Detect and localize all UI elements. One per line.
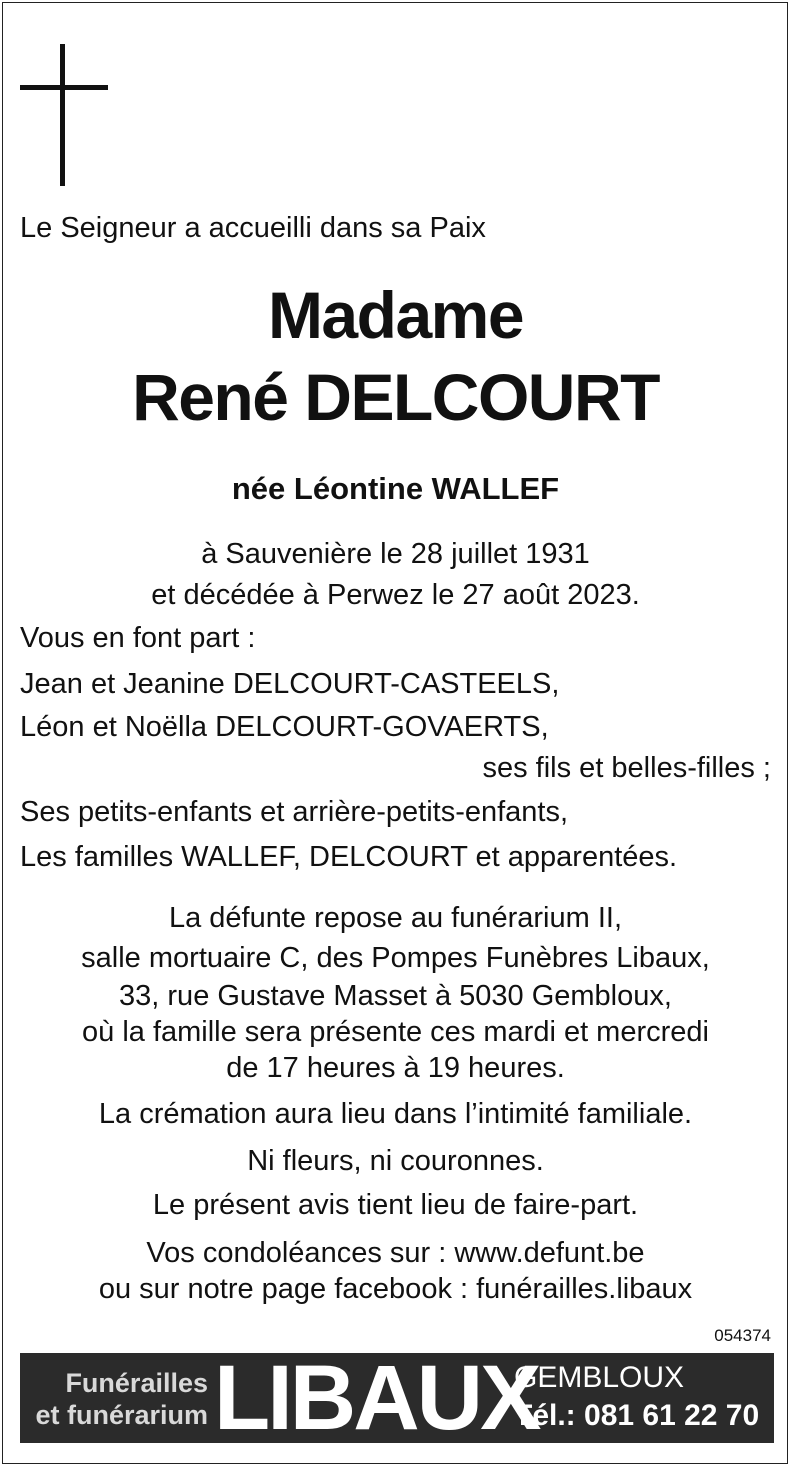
announce-intro: Vous en font part : (20, 622, 256, 654)
detail-line: de 17 heures à 19 heures. (226, 1052, 565, 1084)
title-line-2: René DELCOURT (132, 360, 659, 434)
detail-line: ou sur notre page facebook : funérailles.libaux (98, 1273, 693, 1305)
family-line: ses fils et belles-filles ; (482, 752, 771, 784)
detail-line: 33, rue Gustave Masset à 5030 Gembloux, (119, 980, 672, 1012)
banner-label (28, 1367, 208, 1431)
reference-number: 054374 (714, 1326, 771, 1345)
family-line: Léon et Noëlla DELCOURT-GOVAERTS, (20, 711, 549, 743)
cross-vertical-bar (60, 44, 65, 186)
detail-line: salle mortuaire C, des Pompes Funèbres Libaux, (81, 942, 710, 974)
title-line-1: Madame (267, 278, 524, 352)
banner-phone: Tél.: 081 61 22 70 (514, 1399, 760, 1432)
detail-line: La crémation aura lieu dans l’intimité familiale. (98, 1098, 693, 1130)
cross-horizontal-bar (20, 85, 108, 90)
maiden-name: née Léontine WALLEF (231, 471, 560, 506)
banner-city: GEMBLOUX (514, 1361, 685, 1394)
family-line: Les familles WALLEF, DELCOURT et apparentées. (20, 841, 678, 873)
death-line: et décédée à Perwez le 27 août 2023. (151, 579, 640, 611)
family-line: Ses petits-enfants et arrière-petits-enfants, (20, 796, 569, 828)
banner-label-line-1: Funérailles (65, 1368, 208, 1398)
detail-line: où la famille sera présente ces mardi et mercredi (82, 1016, 709, 1048)
banner-label-line-2: et funérarium (35, 1400, 208, 1430)
detail-line: Le présent avis tient lieu de faire-part. (152, 1189, 639, 1221)
brand-logo: LIBAUX (214, 1347, 539, 1449)
intro-text: Le Seigneur a accueilli dans sa Paix (20, 212, 486, 244)
detail-line: Vos condoléances sur : www.defunt.be (146, 1237, 645, 1269)
detail-line: Ni fleurs, ni couronnes. (247, 1145, 544, 1177)
detail-line: La défunte repose au funérarium II, (168, 902, 622, 934)
funeral-home-banner (20, 1347, 774, 1449)
birth-line: à Sauvenière le 28 juillet 1931 (201, 538, 590, 570)
family-line: Jean et Jeanine DELCOURT-CASTEELS, (20, 668, 560, 700)
